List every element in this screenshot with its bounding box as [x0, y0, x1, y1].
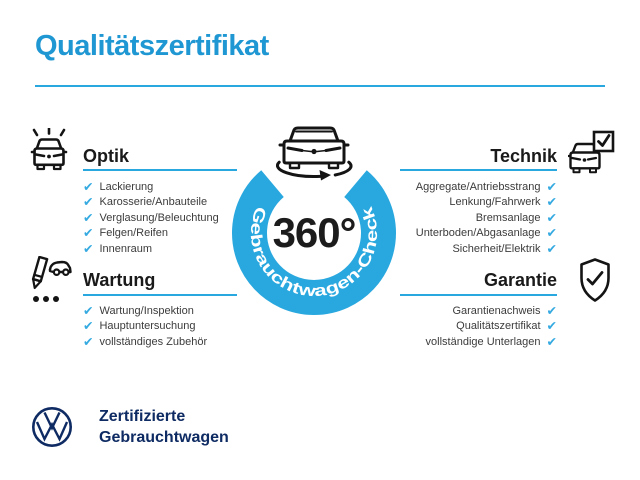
- checklist-item-label: Felgen/Reifen: [99, 227, 168, 240]
- checklist-optik: [83, 179, 219, 257]
- car-checkbox-icon: [568, 128, 616, 178]
- checklist-item: [83, 319, 196, 335]
- check-icon: ✔: [83, 303, 94, 318]
- brand-footer: [30, 405, 229, 449]
- check-icon: ✔: [546, 334, 557, 349]
- check-icon: ✔: [83, 334, 94, 349]
- 360-check-ring: [224, 120, 404, 325]
- checklist-item-label: Hauptuntersuchung: [99, 320, 196, 333]
- checklist-technik: [416, 179, 557, 257]
- section-heading-wartung: Wartung: [83, 270, 156, 290]
- checklist-item: [426, 334, 557, 350]
- section-divider-wartung: [83, 294, 237, 296]
- checklist-item: [83, 241, 152, 257]
- checklist-item-label: vollständige Unterlagen: [425, 335, 541, 348]
- ring-label: Gebrauchtwagen-Check: [246, 204, 382, 301]
- check-icon: ✔: [546, 210, 557, 225]
- degree-label: 360°: [272, 209, 356, 256]
- section-divider-technik: [400, 169, 557, 171]
- checklist-item-label: Lenkung/Fahrwerk: [449, 196, 541, 209]
- check-icon: ✔: [546, 226, 557, 240]
- section-heading-garantie: Garantie: [483, 270, 557, 290]
- car-shine-icon: [26, 128, 72, 178]
- brand-wordmark: [99, 406, 229, 448]
- check-icon: ✔: [546, 303, 557, 318]
- checklist-item: [83, 210, 219, 226]
- checklist-item: [416, 179, 557, 195]
- checklist-item-label: Wartung/Inspektion: [99, 304, 194, 317]
- checklist-item: [476, 210, 557, 226]
- car-rotation-icon: [277, 128, 351, 181]
- checklist-item: [83, 179, 153, 195]
- check-icon: ✔: [83, 241, 94, 256]
- checklist-item-label: Bremsanlage: [475, 211, 541, 224]
- section-divider-garantie: [400, 294, 557, 296]
- checklist-garantie: [426, 303, 557, 350]
- checklist-item: [449, 195, 557, 211]
- checklist-item: [83, 303, 194, 319]
- service-checklist-icon: [25, 256, 73, 306]
- checklist-item: [83, 334, 207, 350]
- check-icon: ✔: [546, 179, 557, 194]
- vw-logo: [30, 405, 74, 449]
- section-heading-optik: Optik: [83, 146, 130, 166]
- check-icon: ✔: [546, 319, 557, 333]
- checklist-item: [456, 319, 557, 335]
- checklist-item-label: Garantienachweis: [452, 304, 541, 317]
- checklist-item-label: Unterboden/Abgasanlage: [415, 227, 541, 240]
- checklist-item-label: Aggregate/Antriebsstrang: [415, 180, 541, 193]
- checklist-item-label: Lackierung: [99, 180, 154, 193]
- section-divider-optik: [83, 169, 237, 171]
- check-icon: ✔: [546, 241, 557, 256]
- checklist-item-label: Verglasung/Beleuchtung: [99, 211, 219, 224]
- checklist-item: [83, 195, 207, 211]
- checklist-item-label: Karosserie/Anbauteile: [99, 196, 208, 209]
- page-title: Qualitätszertifikat: [35, 30, 269, 62]
- check-icon: ✔: [83, 195, 94, 209]
- title-divider: [35, 85, 605, 87]
- checklist-item-label: Sicherheit/Elektrik: [452, 242, 541, 255]
- checklist-item: [452, 303, 557, 319]
- brand-line-1: Zertifizierte: [99, 408, 186, 425]
- checklist-item-label: Qualitätszertifikat: [456, 320, 541, 333]
- check-icon: ✔: [83, 319, 94, 333]
- brand-line-2: Gebrauchtwagen: [99, 429, 229, 446]
- check-icon: ✔: [83, 226, 94, 240]
- section-heading-technik: Technik: [490, 146, 557, 166]
- check-icon: ✔: [83, 210, 94, 225]
- checklist-item-label: Innenraum: [99, 242, 153, 255]
- check-icon: ✔: [546, 195, 557, 209]
- check-icon: ✔: [83, 179, 94, 194]
- shield-check-icon: [575, 257, 615, 305]
- checklist-item: [452, 241, 557, 257]
- checklist-item: [83, 226, 168, 242]
- checklist-item: [416, 226, 557, 242]
- checklist-item-label: vollständiges Zubehör: [99, 335, 208, 348]
- checklist-wartung: [83, 303, 207, 350]
